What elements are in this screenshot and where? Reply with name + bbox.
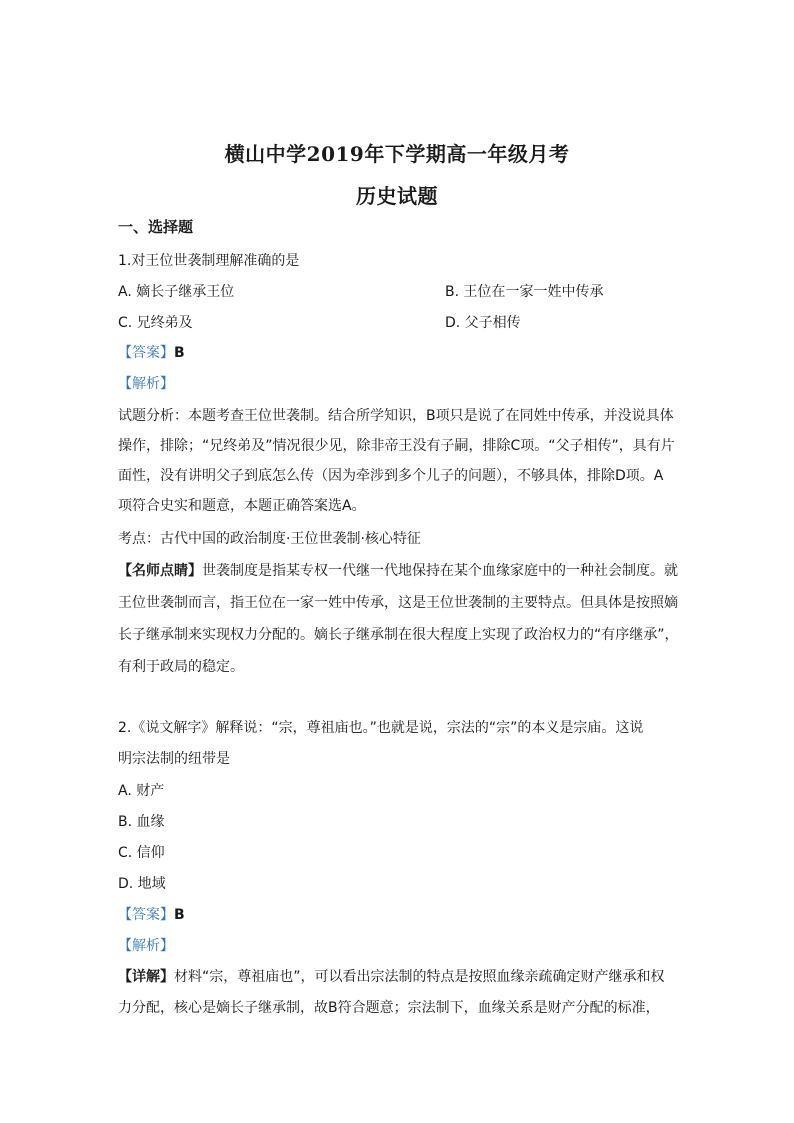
q2-detail-tag: 【详解】 <box>118 969 174 985</box>
q1-answer-tag: 【答案】 <box>118 345 174 361</box>
q2-detail-text: 材料“宗，尊祖庙也”，可以看出宗法制的特点是按照血缘亲疏确定财产继承和权 <box>174 969 665 985</box>
q1-teacher-text: 世袭制度是指某专权一代继一代地保持在某个血缘家庭中的一种社会制度。就 <box>202 563 678 579</box>
q2-answer-tag: 【答案】 <box>118 907 174 923</box>
q2-option-a: A. 财产 <box>118 783 165 799</box>
section-heading: 一、选择题 <box>118 218 194 236</box>
q1-option-b: B. 王位在一家一姓中传承 <box>445 284 604 300</box>
q1-answer-value: B <box>174 345 185 361</box>
q2-detail-line: 力分配，核心是嫡长子继承制，故B符合题意；宗法制下，血缘关系是财产分配的标准， <box>118 1000 660 1016</box>
q2-answer <box>118 904 185 924</box>
q2-detail-line <box>118 966 665 986</box>
q1-answer <box>118 342 185 362</box>
q1-option-d: D. 父子相传 <box>445 315 521 331</box>
q1-option-a: A. 嫡长子继承王位 <box>118 284 235 300</box>
page-subtitle: 历史试题 <box>356 184 438 208</box>
page-title: 横山中学2019年下学期高一年级月考 <box>224 142 570 166</box>
q2-option-b: B. 血缘 <box>118 814 165 830</box>
q2-answer-value: B <box>174 907 185 923</box>
q2-analysis-tag: 【解析】 <box>118 938 174 954</box>
q1-teacher-line: 长子继承制来实现权力分配的。嫡长子继承制在很大程度上实现了政治权力的“有序继承”， <box>118 627 679 643</box>
q1-analysis-line: 试题分析：本题考查王位世袭制。结合所学知识，B项只是说了在同姓中传承，并没说具体 <box>118 408 674 424</box>
q1-analysis-tag: 【解析】 <box>118 376 174 392</box>
q2-stem-line: 2.《说文解字》解释说：“宗，尊祖庙也。”也就是说，宗法的“宗”的本义是宗庙。这说 <box>118 720 644 736</box>
q1-teacher-tag: 【名师点睛】 <box>118 563 202 579</box>
q1-analysis-line: 项符合史实和题意，本题正确答案选A。 <box>118 498 366 514</box>
q1-kaodian: 考点：古代中国的政治制度·王位世袭制·核心特征 <box>118 531 421 547</box>
q1-teacher-line <box>118 560 678 580</box>
q1-analysis-line: 面性，没有讲明父子到底怎么传（因为牵涉到多个儿子的问题），不够具体，排除D项。A <box>118 468 664 484</box>
q1-analysis-line: 操作，排除；“兄终弟及”情况很少见，除非帝王没有子嗣，排除C项。“父子相传”，具有片 <box>118 438 675 454</box>
q2-option-c: C. 信仰 <box>118 845 165 861</box>
q1-teacher-line: 有利于政局的稳定。 <box>118 659 244 675</box>
q1-teacher-line: 王位世袭制而言，指王位在一家一姓中传承，这是王位世袭制的主要特点。但具体是按照嫡 <box>118 595 678 611</box>
q1-option-c: C. 兄终弟及 <box>118 315 193 331</box>
q1-stem: 1.对王位世袭制理解准确的是 <box>118 253 300 269</box>
q2-option-d: D. 地域 <box>118 876 166 892</box>
q2-stem-line: 明宗法制的纽带是 <box>118 751 230 767</box>
